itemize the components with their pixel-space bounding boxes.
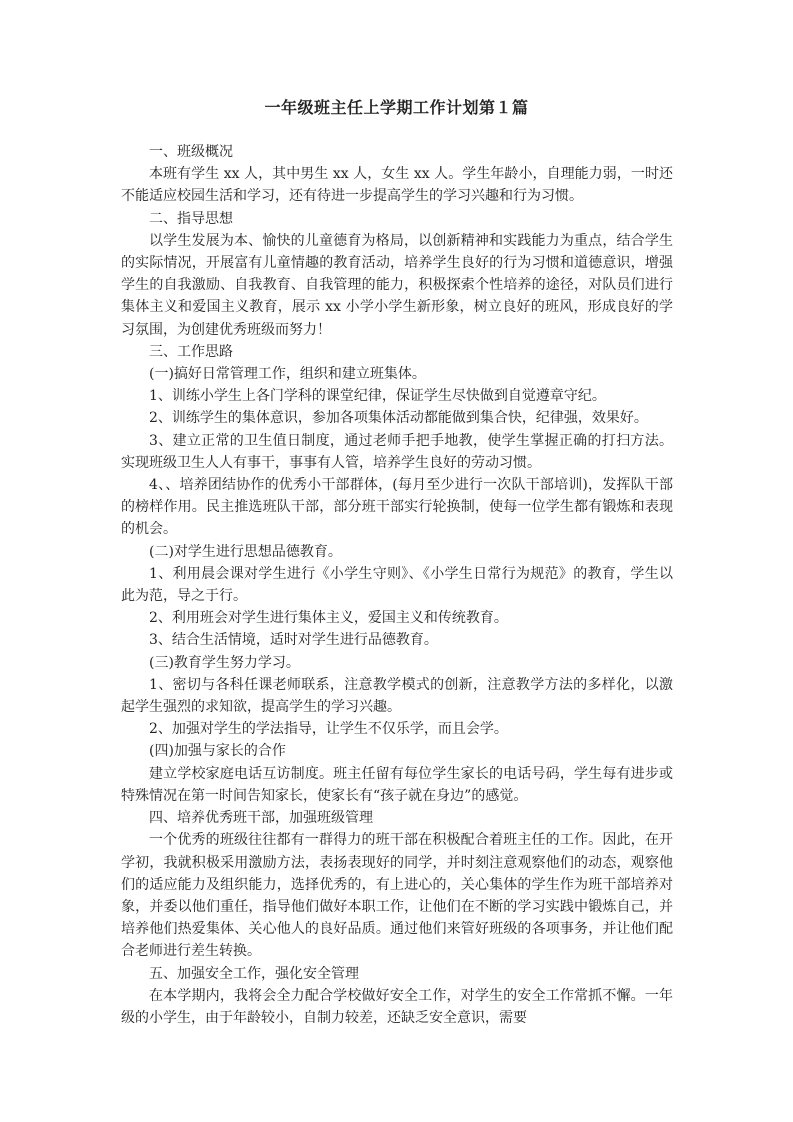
list-item: 3、结合生活情境，适时对学生进行品德教育。: [149, 632, 438, 649]
section-heading-safety: 五、加强安全工作，强化安全管理: [149, 965, 359, 982]
list-item: 2、训练学生的集体意识，参加各项集体活动都能做到集合快，纪律强，效果好。: [149, 410, 648, 427]
paragraph: 在本学期内，我将会全力配合学校做好安全工作，对学生的安全工作常抓不懈。一年级的小学生，由于年龄较小，自制力较差，还缺乏安全意识，需要: [121, 987, 673, 1026]
paragraph: 建立学校家庭电话互访制度。班主任留有每位学生家长的电话号码，学生每有进步或特殊情况在第一时间告知家长，使家长有“孩子就在身边”的感觉。: [121, 765, 673, 804]
paragraph: 以学生发展为本、愉快的儿童德育为格局，以创新精神和实践能力为重点，结合学生的实际情况，开展富有儿童情趣的教育活动，培养学生良好的行为习惯和道德意识，增强学生的自我激励、自我教育、自我管理的能力，积极探索个性培养的途径，对队员们进行集体主义和爱国主义教育，展示 xx 小学小学生新形象，树立良好的班风，形成良好的学习氛围，为创建优秀班级而努力！: [121, 232, 673, 338]
list-item: 3、建立正常的卫生值日制度，通过老师手把手地教，使学生掌握正确的打扫方法。实现班级卫生人人有事干，事事有人管，培养学生良好的劳动习惯。: [121, 432, 673, 471]
section-heading-work-approach: 三、工作思路: [149, 343, 233, 360]
list-item: 2、利用班会对学生进行集体主义，爱国主义和传统教育。: [149, 610, 508, 627]
list-item: 1、密切与各科任课老师联系，注意教学模式的创新，注意教学方法的多样化，以激起学生强烈的求知欲，提高学生的学习兴趣。: [121, 676, 673, 716]
list-item: 4、、培养团结协作的优秀小干部群体，(每月至少进行一次队干部培训)，发挥队干部的榜样作用。民主推选班队干部，部分班干部实行轮换制，使每一位学生都有锻炼和表现的机会。: [121, 477, 673, 538]
subsection-heading: (四)加强与家长的合作: [149, 743, 286, 760]
subsection-heading: (二)对学生进行思想品德教育。: [149, 543, 342, 560]
section-heading-class-leaders: 四、培养优秀班干部，加强班级管理: [149, 810, 373, 827]
section-heading-class-overview: 一、班级概况: [149, 144, 233, 160]
document-title: 一年级班主任上学期工作计划第１篇: [264, 98, 529, 117]
list-item: 1、利用晨会课对学生进行《小学生守则》、《小学生日常行为规范》的教育，学生以此为范，导之于行。: [121, 565, 673, 605]
subsection-heading: (三)教育学生努力学习。: [149, 654, 300, 671]
paragraph: 本班有学生 xx 人，其中男生 xx 人，女生 xx 人。学生年龄小，自理能力弱，一时还不能适应校园生活和学习，还有待进一步提高学生的学习兴趣和行为习惯。: [121, 166, 673, 205]
list-item: 2、加强对学生的学法指导，让学生不仅乐学，而且会学。: [149, 721, 508, 738]
list-item: 1、训练小学生上各门学科的课堂纪律，保证学生尽快做到自觉遵章守纪。: [149, 388, 606, 405]
paragraph: 一个优秀的班级往往都有一群得力的班干部在积极配合着班主任的工作。因此，在开学初，我就积极采用激励方法，表扬表现好的同学，并时刻注意观察他们的动态，观察他们的适应能力及组织能力，选择优秀的，有上进心的，关心集体的学生作为班干部培养对象，并委以他们重任，指导他们做好本职工作，让他们在不断的学习实践中锻炼自己，并培养他们热爱集体、关心他人的良好品质。通过他们来管好班级的各项事务，并让他们配合老师进行差生转换。: [121, 832, 673, 960]
section-heading-guiding-ideology: 二、指导思想: [149, 210, 233, 227]
document-body: [121, 141, 673, 1029]
subsection-heading: (一)搞好日常管理工作，组织和建立班集体。: [149, 366, 426, 383]
